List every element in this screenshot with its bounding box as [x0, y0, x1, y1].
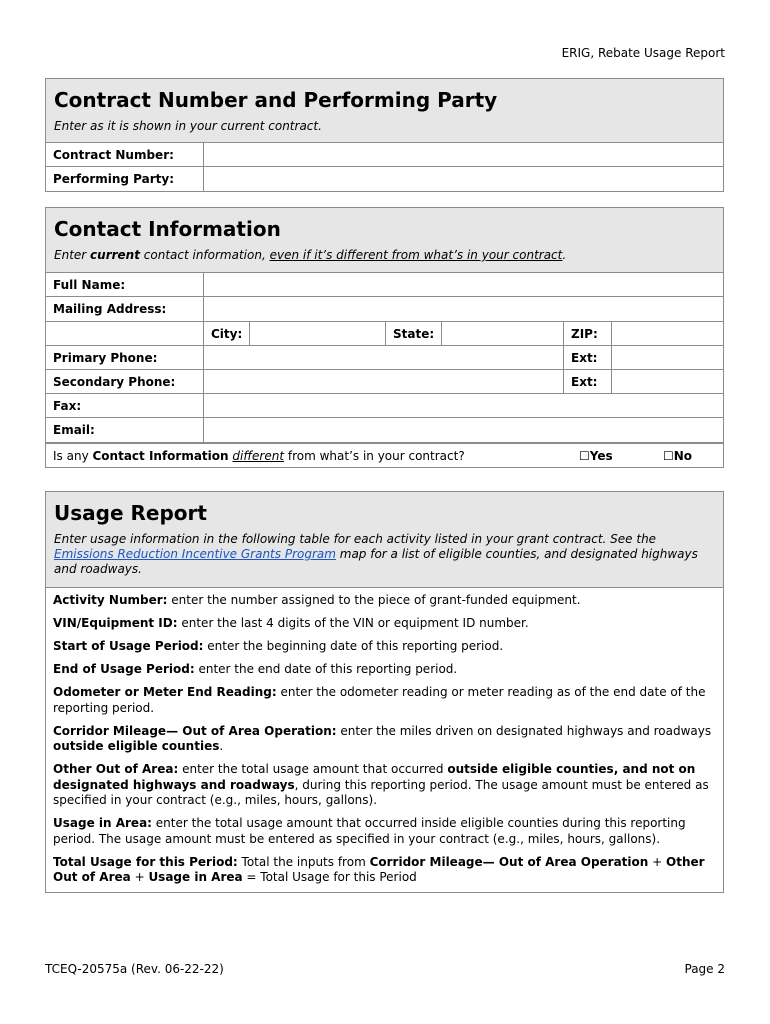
page-number: Page 2	[684, 962, 725, 976]
instruction-text: enter the total usage amount that occurred	[178, 762, 448, 776]
city-field[interactable]	[250, 322, 386, 345]
instruction-text: enter the total usage amount that occurred inside eligible counties during this reporting period. The usage amount must be entered as specified in your contract (e.g., miles, hours, gallons).	[53, 816, 686, 846]
question-text	[53, 449, 465, 463]
contract-section-subtitle: Enter as it is shown in your current contract.	[54, 119, 322, 133]
instruction-label: VIN/Equipment ID:	[53, 616, 178, 630]
yes-checkbox[interactable]: ☐Yes	[579, 448, 613, 463]
mailing-address-label-continuation	[46, 322, 204, 345]
form-id: TCEQ-20575a (Rev. 06-22-22)	[45, 962, 224, 976]
secondary-phone-field[interactable]	[204, 370, 564, 393]
instruction-label: Usage in Area:	[53, 816, 152, 830]
instruction-corridor-mileage	[53, 724, 716, 755]
contact-sub-bold: current	[90, 248, 140, 262]
instruction-label: Other Out of Area:	[53, 762, 179, 776]
primary-ext-field[interactable]	[612, 346, 723, 369]
state-label: State:	[386, 322, 442, 345]
instruction-text: enter the beginning date of this reporting period.	[203, 639, 504, 653]
contact-sub-mid: contact information,	[139, 248, 270, 262]
usage-sub-pre: Enter usage information in the following table for each activity listed in your grant contract. See the	[54, 532, 657, 546]
erig-program-link[interactable]: Emissions Reduction Incentive Grants Program	[54, 547, 336, 561]
contact-sub-end: .	[562, 248, 567, 262]
contact-sub-underline: even if it’s different from what’s in your contract	[269, 248, 563, 262]
secondary-ext-field[interactable]	[612, 370, 723, 393]
email-row	[46, 418, 723, 442]
instruction-text: enter the end date of this reporting period.	[194, 662, 458, 676]
instruction-label: Start of Usage Period:	[53, 639, 204, 653]
instruction-text: enter the miles driven on designated highways and roadways	[336, 723, 712, 738]
instruction-total-usage	[53, 855, 716, 886]
no-checkbox[interactable]: ☐No	[663, 448, 693, 463]
instruction-other-out-of-area	[53, 762, 716, 809]
instruction-text: , during this reporting period. The usage amount must be entered as specified in your contract (e.g., miles, hours, gallons).	[53, 777, 709, 807]
usage-section-title: Usage Report	[54, 501, 207, 525]
question-underline: different	[232, 448, 285, 463]
performing-party-label: Performing Party:	[46, 167, 204, 191]
instruction-text: +	[648, 854, 667, 869]
instruction-label: Total Usage for this Period:	[53, 854, 238, 869]
secondary-phone-label: Secondary Phone:	[46, 370, 204, 393]
instruction-emphasis: Other Out of Area	[53, 854, 705, 884]
instruction-end-period	[53, 662, 716, 678]
instruction-usage-in-area	[53, 816, 716, 847]
question-pre: Is any	[53, 448, 93, 463]
instruction-text: = Total Usage for this Period	[242, 870, 417, 884]
state-field[interactable]	[442, 322, 564, 345]
email-field[interactable]	[204, 418, 723, 442]
secondary-phone-row	[46, 370, 723, 394]
contact-sub-pre: Enter	[54, 248, 91, 262]
instruction-text: enter the last 4 digits of the VIN or equipment ID number.	[177, 616, 529, 630]
instruction-text: Total the inputs from	[237, 854, 370, 869]
fax-field[interactable]	[204, 394, 723, 417]
city-state-zip-row	[46, 322, 723, 346]
fax-label: Fax:	[46, 394, 204, 417]
secondary-ext-label: Ext:	[564, 370, 612, 393]
performing-party-row	[46, 167, 723, 191]
zip-label: ZIP:	[564, 322, 612, 345]
instruction-label: Activity Number:	[53, 593, 168, 607]
instruction-emphasis: outside eligible counties	[447, 762, 614, 776]
question-post: from what’s in your contract?	[284, 448, 465, 463]
contract-section-title: Contract Number and Performing Party	[54, 88, 498, 112]
contract-number-row	[46, 143, 723, 167]
mailing-address-label: Mailing Address:	[46, 297, 204, 321]
mailing-address-field[interactable]	[204, 297, 723, 321]
primary-phone-field[interactable]	[204, 346, 564, 369]
primary-phone-label: Primary Phone:	[46, 346, 204, 369]
primary-phone-row	[46, 346, 723, 370]
usage-section	[45, 491, 724, 893]
contract-section	[45, 78, 724, 192]
performing-party-field[interactable]	[204, 167, 723, 191]
instruction-label: Odometer or Meter End Reading:	[53, 685, 277, 699]
contact-change-question	[45, 443, 724, 468]
instruction-emphasis: , and not on designated highways and roadways	[53, 762, 696, 792]
instruction-text: enter the odometer reading or meter reading as of the end date of the reporting period.	[53, 685, 706, 715]
city-label: City:	[204, 322, 250, 345]
instruction-text: .	[219, 739, 224, 753]
usage-sub-post: map for a list of eligible counties, and designated highways and roadways.	[54, 547, 698, 576]
contact-section-subtitle	[54, 248, 715, 263]
full-name-label: Full Name:	[46, 273, 204, 296]
instruction-text: +	[130, 870, 149, 884]
instruction-activity-number	[53, 593, 716, 609]
email-label: Email:	[46, 418, 204, 442]
instruction-text: enter the number assigned to the piece of grant-funded equipment.	[167, 593, 581, 607]
contract-section-header	[46, 79, 723, 143]
contact-section	[45, 207, 724, 443]
full-name-field[interactable]	[204, 273, 723, 296]
instruction-odometer	[53, 685, 716, 716]
contract-number-label: Contract Number:	[46, 143, 204, 166]
primary-ext-label: Ext:	[564, 346, 612, 369]
document-header-label: ERIG, Rebate Usage Report	[561, 46, 725, 60]
instruction-label: Corridor Mileage— Out of Area Operation:	[53, 723, 337, 738]
instruction-vin	[53, 616, 716, 632]
instruction-emphasis: Usage in Area	[148, 870, 243, 884]
mailing-address-row	[46, 297, 723, 322]
contact-section-header	[46, 208, 723, 273]
contract-number-field[interactable]	[204, 143, 723, 166]
instruction-emphasis: outside eligible counties	[53, 739, 220, 753]
contact-section-title: Contact Information	[54, 217, 281, 241]
instruction-start-period	[53, 639, 716, 655]
usage-section-header	[46, 492, 723, 588]
question-bold: Contact Information	[92, 448, 229, 463]
instruction-emphasis: Corridor Mileage— Out of Area Operation	[369, 854, 649, 869]
usage-section-subtitle	[54, 532, 715, 577]
usage-instructions	[46, 588, 723, 892]
instruction-label: End of Usage Period:	[53, 662, 195, 676]
full-name-row	[46, 273, 723, 297]
zip-field[interactable]	[612, 322, 723, 345]
fax-row	[46, 394, 723, 418]
